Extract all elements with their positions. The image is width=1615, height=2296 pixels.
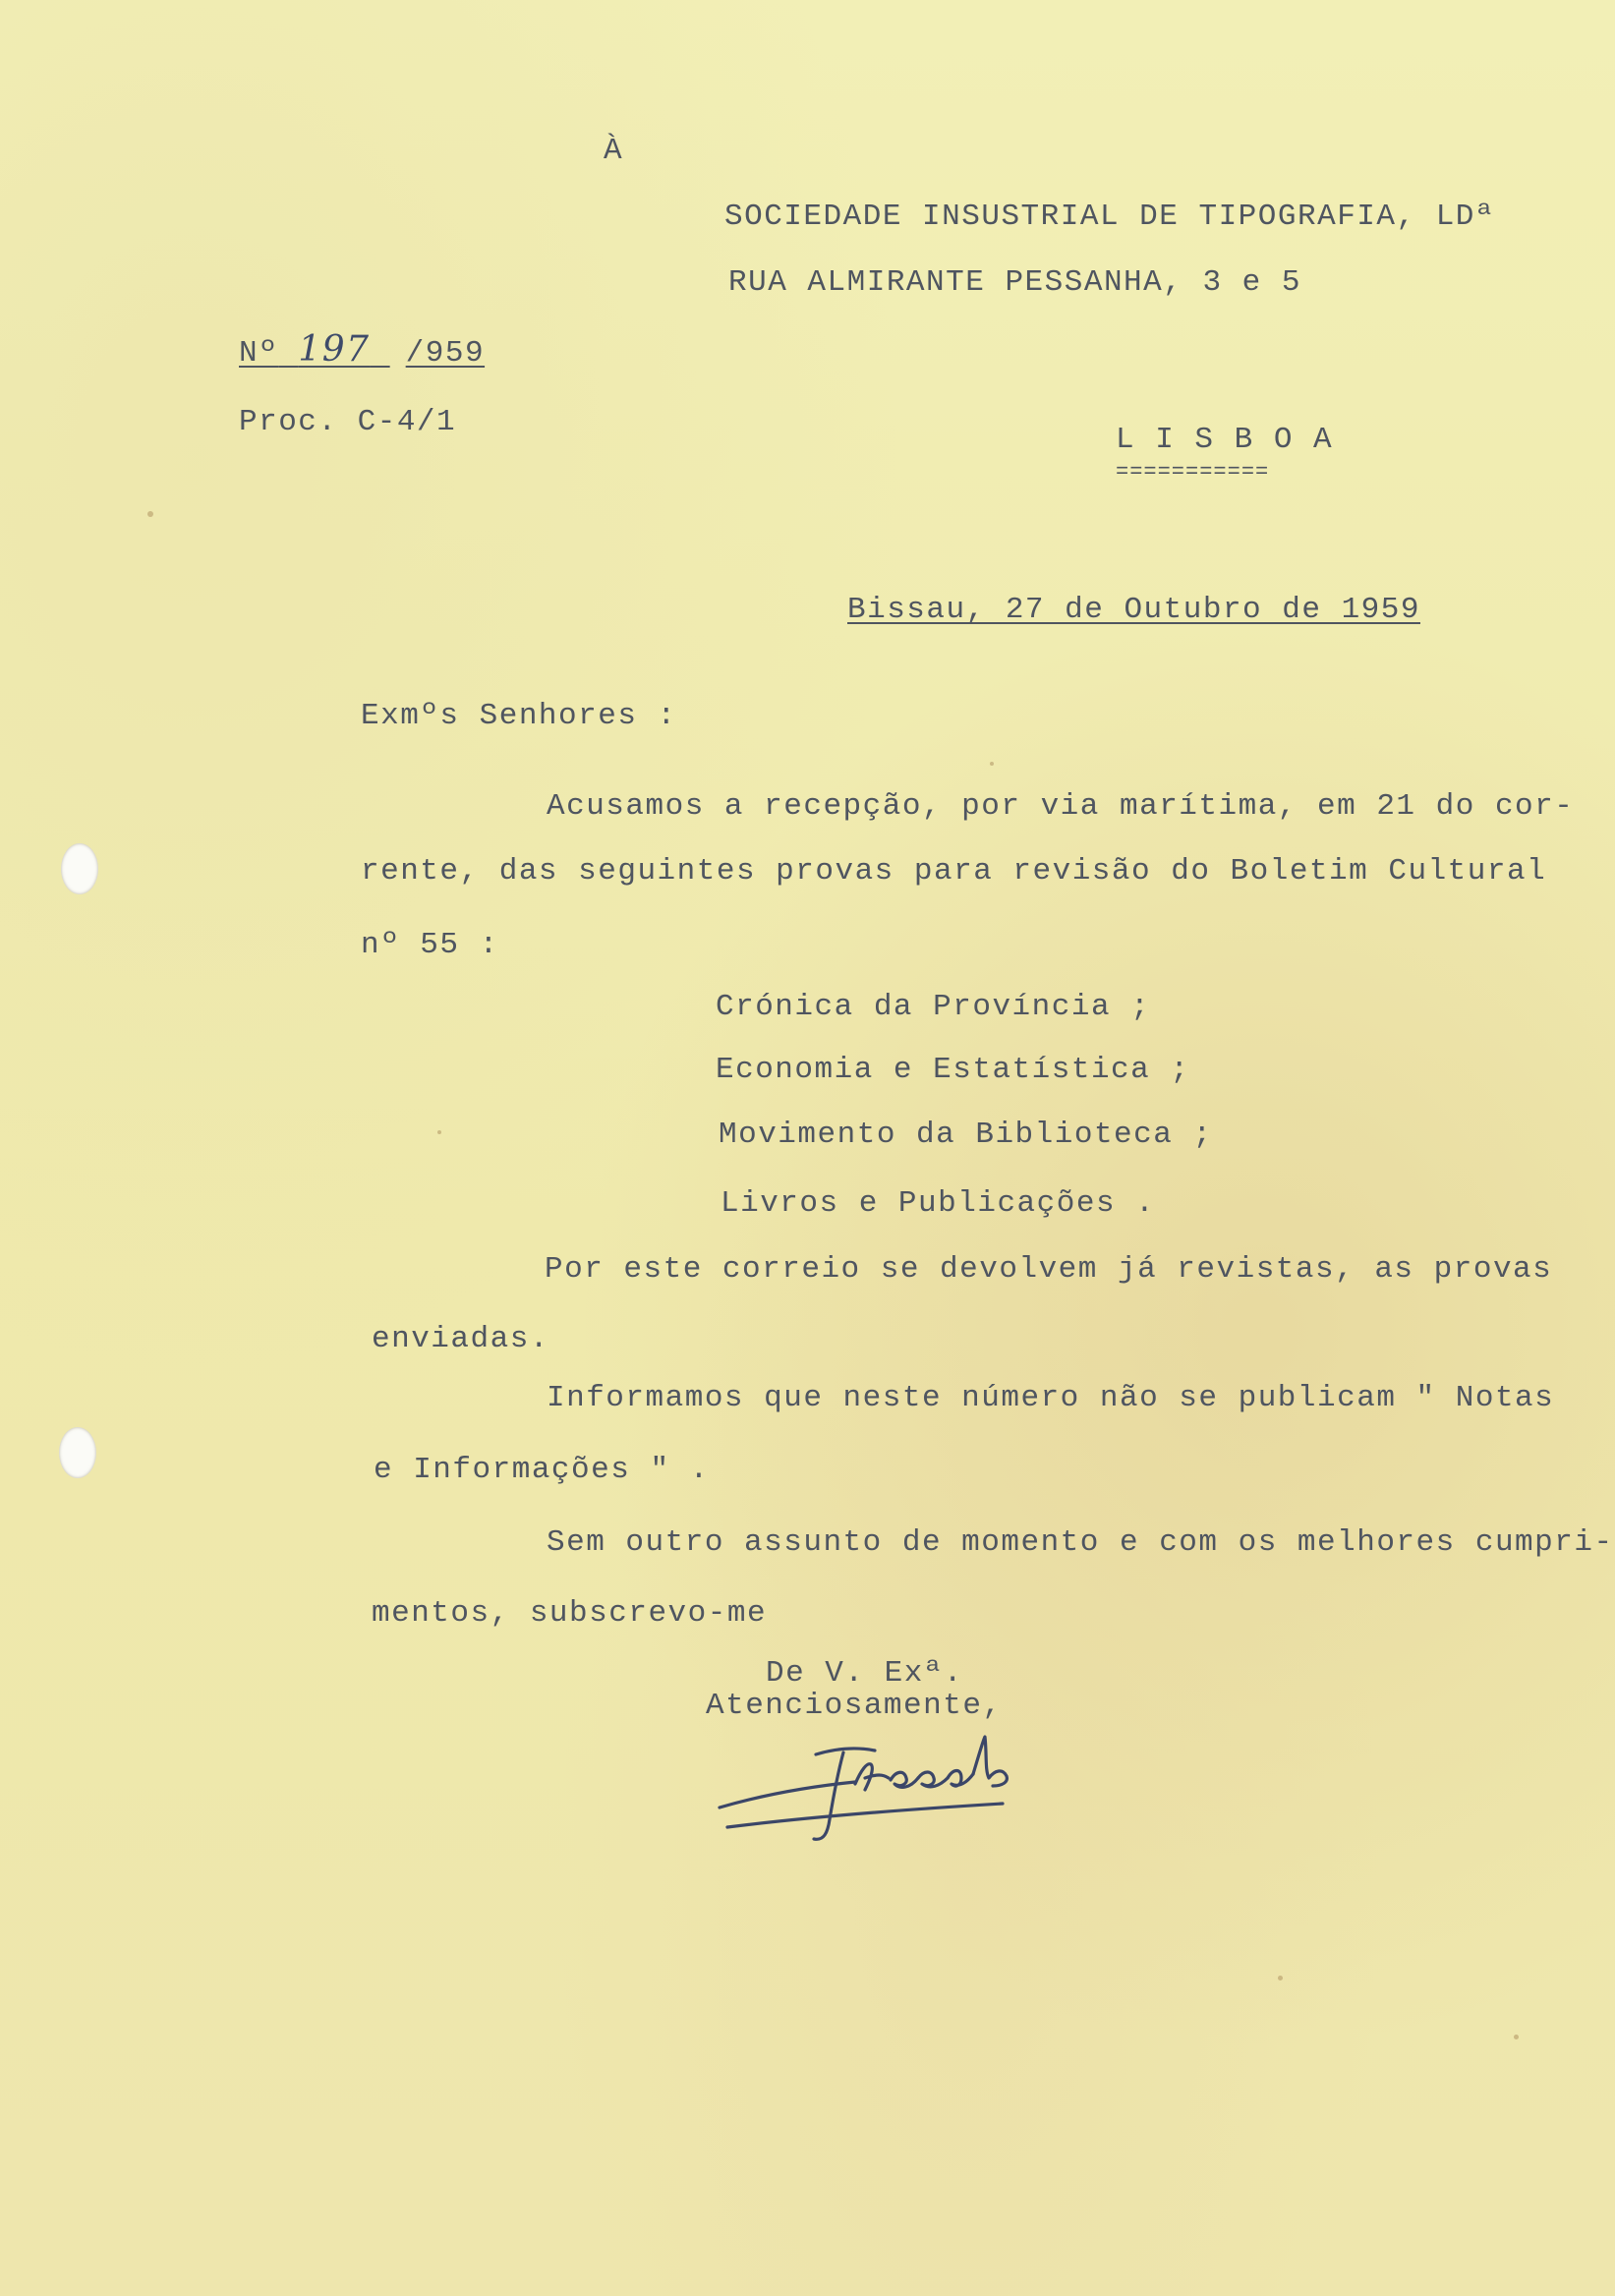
reference-label: Nº (239, 336, 279, 371)
paragraph-1-line-2: rente, das seguintes provas para revisão do Boletim Cultural (361, 854, 1547, 889)
reference-year: /959 (405, 336, 486, 371)
paragraph-1-line-3: nº 55 : (361, 928, 499, 962)
list-item: Crónica da Província ; (716, 990, 1151, 1024)
paragraph-4-line-1: Sem outro assunto de momento e com os melhores cumpri- (547, 1525, 1614, 1560)
salutation: Exmºs Senhores : (361, 699, 677, 733)
paragraph-2-line-2: enviadas. (372, 1322, 549, 1356)
addressee-street: RUA ALMIRANTE PESSANHA, 3 e 5 (728, 265, 1301, 300)
addressee-city: L I S B O A (1116, 423, 1334, 457)
paragraph-3-line-1: Informamos que neste número não se publicam " Notas (547, 1381, 1555, 1415)
punch-hole-top (61, 843, 98, 894)
punch-hole-bottom (59, 1427, 96, 1478)
handwritten-signature (708, 1725, 1062, 1853)
paper-speck (437, 1130, 441, 1134)
addressee-city-rule: =========== (1116, 460, 1270, 485)
paragraph-3-line-2: e Informações " . (374, 1453, 710, 1487)
reference-number-line (239, 329, 486, 371)
process-reference: Proc. C-4/1 (239, 405, 457, 439)
list-item: Livros e Publicações . (721, 1186, 1156, 1221)
list-item: Movimento da Biblioteca ; (719, 1118, 1213, 1152)
addressee-company: SOCIEDADE INSUSTRIAL DE TIPOGRAFIA, LDª (724, 200, 1496, 234)
paper-speck (1514, 2035, 1519, 2039)
reference-number-handwritten: 197 (298, 329, 371, 370)
list-item: Economia e Estatística ; (716, 1053, 1190, 1087)
closing-line-1: De V. Exª. (766, 1656, 964, 1691)
paragraph-4-line-2: mentos, subscrevo-me (372, 1596, 768, 1631)
closing-line-2: Atenciosamente, (706, 1689, 1003, 1723)
paper-speck (147, 511, 153, 517)
addressee-prefix: À (604, 134, 624, 168)
paragraph-1-line-1: Acusamos a recepção, por via marítima, em 21 do cor- (547, 789, 1575, 824)
paper-speck (1278, 1976, 1283, 1980)
paragraph-2-line-1: Por este correio se devolvem já revistas, as provas (545, 1252, 1553, 1287)
paper-speck (990, 762, 994, 766)
date-line: Bissau, 27 de Outubro de 1959 (847, 593, 1420, 627)
